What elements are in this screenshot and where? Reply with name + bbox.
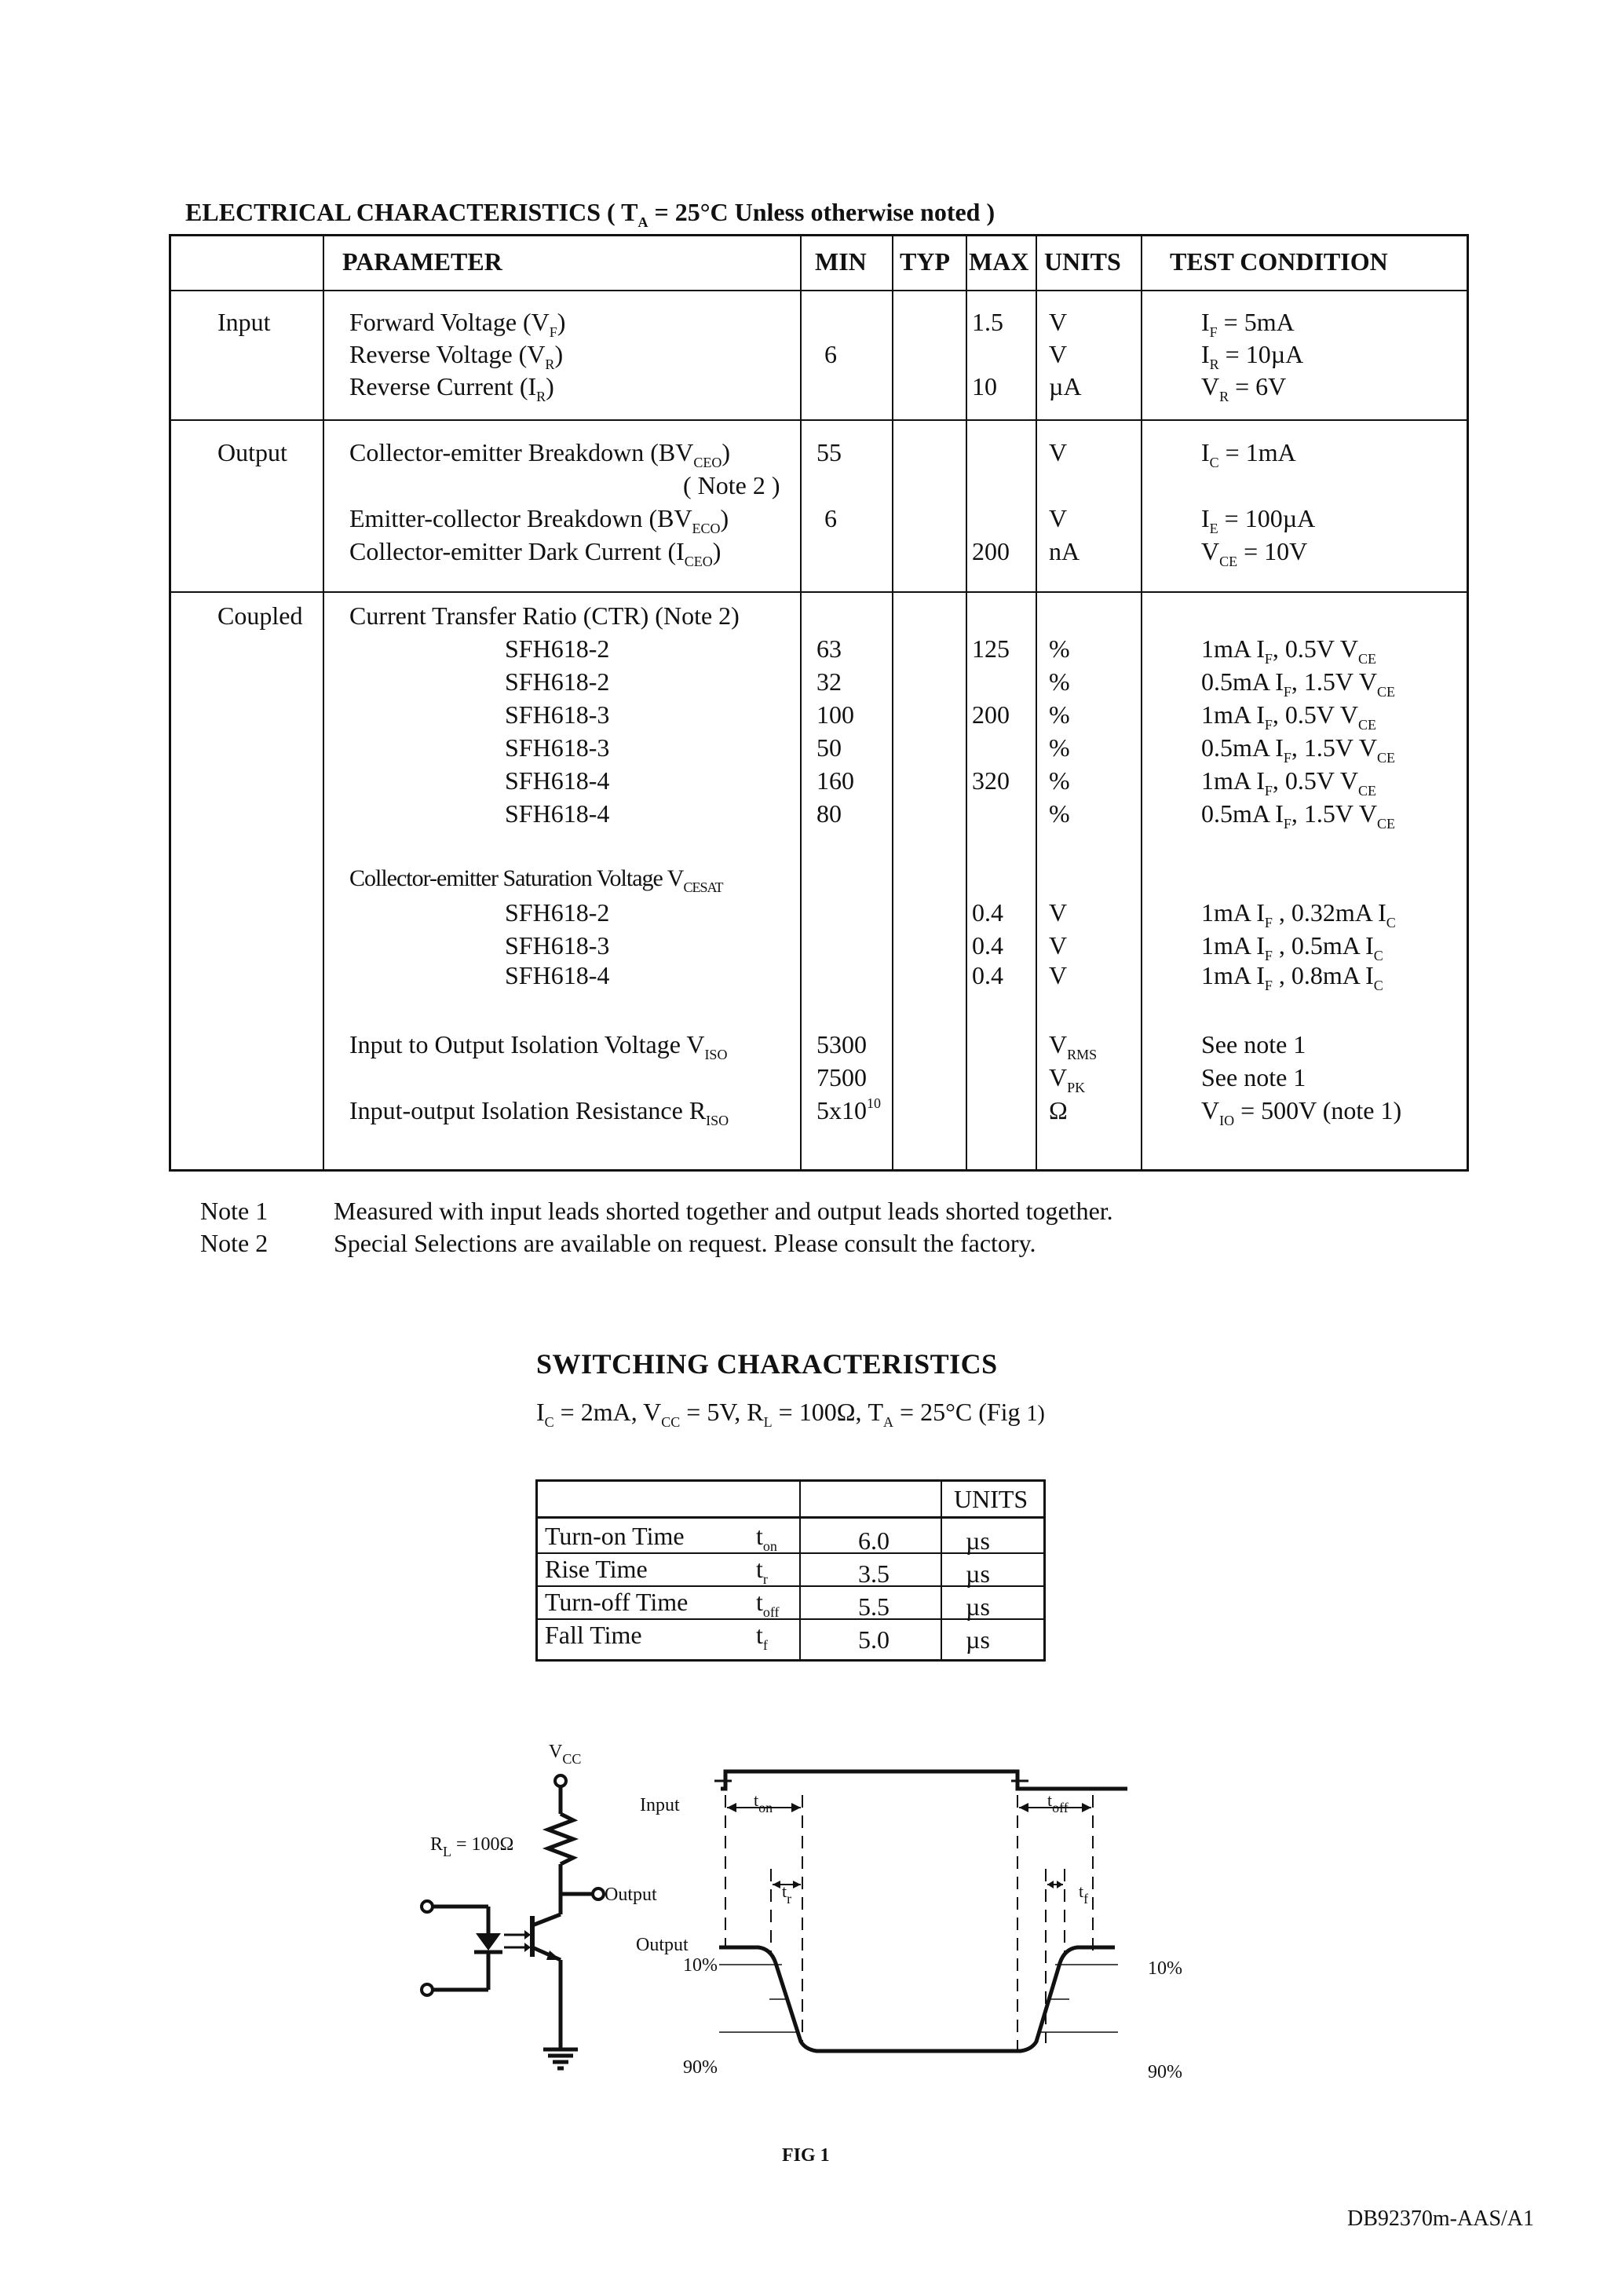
- rl-label: $R_L = 100\Omega$: [430, 1834, 514, 1859]
- test-condition: $V_{CE} = 10V$: [1201, 537, 1308, 569]
- part-number: SFH618-4: [505, 799, 610, 828]
- fig1-diagram: [408, 1720, 1209, 2159]
- header-test-condition: TEST CONDITION: [1170, 247, 1388, 276]
- units-value: V: [1049, 308, 1068, 336]
- units-value: %: [1049, 766, 1070, 795]
- min-value: 32: [816, 667, 842, 696]
- test-condition: 0.5mA $I_F$, 1.5V $V_{CE}$: [1201, 799, 1395, 832]
- switching-title: SWITCHING CHARACTERISTICS: [536, 1348, 998, 1380]
- column-divider: [799, 1482, 801, 1659]
- param-name: Reverse Current $(I_R)$: [349, 372, 554, 404]
- part-number: SFH618-2: [505, 667, 610, 696]
- note-text: Measured with input leads shorted together and output leads shorted together.: [334, 1197, 1113, 1225]
- test-condition: 1mA $I_F$, 0.5V $V_{CE}$: [1201, 766, 1376, 799]
- header-parameter: PARAMETER: [342, 247, 502, 276]
- switching-name: Turn-off Time: [545, 1588, 689, 1616]
- input-waveform-label: Input: [640, 1795, 680, 1815]
- max-value: 0.4: [972, 931, 1003, 960]
- units-value: µA: [1049, 372, 1082, 400]
- tf-label: $t_f$: [1079, 1881, 1089, 1907]
- part-number: SFH618-3: [505, 733, 610, 762]
- part-number: SFH618-3: [505, 700, 610, 729]
- min-value: 160: [816, 766, 854, 795]
- param-name: Forward Voltage $(V_F)$: [349, 308, 566, 340]
- note-label: Note 2: [200, 1229, 269, 1257]
- header-max: MAX: [969, 247, 1029, 276]
- column-divider: [800, 236, 802, 1169]
- ninety-percent-right: 90%: [1148, 2062, 1182, 2082]
- param-name: Collector-emitter Dark Current $(I_{CEO})$: [349, 537, 721, 569]
- group-output: Output: [217, 438, 287, 466]
- row-divider: [538, 1516, 1043, 1519]
- test-condition: See note 1: [1201, 1063, 1306, 1091]
- test-condition: 1mA $I_F$ , 0.8mA $I_C$: [1201, 961, 1383, 993]
- switching-value: 3.5: [858, 1559, 890, 1588]
- part-number: SFH618-2: [505, 898, 610, 927]
- min-value: 63: [816, 634, 842, 663]
- note-label: Note 1: [200, 1197, 269, 1225]
- switching-units: µs: [966, 1625, 990, 1654]
- isolation-voltage-min-pk: 7500: [816, 1063, 867, 1091]
- row-divider: [171, 419, 1467, 421]
- group-coupled: Coupled: [217, 601, 303, 630]
- row-divider: [171, 290, 1467, 291]
- input-waveform: [714, 1771, 1127, 1789]
- column-divider: [941, 1482, 942, 1659]
- switching-symbol: $t_{on}$: [756, 1522, 777, 1554]
- units-value: V: [1049, 340, 1068, 368]
- column-divider: [892, 236, 893, 1169]
- units-value: %: [1049, 700, 1070, 729]
- switching-units: µs: [966, 1559, 990, 1588]
- max-value: 320: [972, 766, 1010, 795]
- column-divider: [966, 236, 967, 1169]
- units-value: %: [1049, 667, 1070, 696]
- input-terminal-top: [422, 1901, 433, 1912]
- test-condition: See note 1: [1201, 1030, 1306, 1058]
- test-condition: $I_R = 10\mu A$: [1201, 340, 1304, 372]
- output-terminal-label: Output: [605, 1885, 657, 1905]
- min-value: 80: [816, 799, 842, 828]
- max-value: 1.5: [972, 308, 1003, 336]
- vcc-label: $V_{CC}$: [549, 1742, 582, 1767]
- isolation-voltage-min-rms: 5300: [816, 1030, 867, 1058]
- ten-percent-left: 10%: [683, 1955, 718, 1976]
- electrical-title: ELECTRICAL CHARACTERISTICS ( $T_A = 25^\circ C$ Unless otherwise noted ): [185, 198, 995, 230]
- tr-label: $t_r$: [782, 1881, 792, 1907]
- units-value: V: [1049, 961, 1068, 989]
- param-name: Collector-emitter Breakdown $(BV_{CEO})$: [349, 438, 730, 470]
- toff-label: $t_{off}$: [1047, 1790, 1069, 1815]
- load-resistor: [548, 1814, 573, 1864]
- min-value: 6: [824, 340, 837, 368]
- test-condition: 1mA $I_F$ , 0.32mA $I_C$: [1201, 898, 1396, 930]
- min-value: 50: [816, 733, 842, 762]
- header-typ: TYP: [900, 247, 950, 276]
- max-value: 0.4: [972, 898, 1003, 927]
- switching-conditions: $I_C = 2mA$, $V_{CC} = 5V$, $R_L = 100\Omega$, $T_A = 25^\circ C$ (Fig 1): [536, 1398, 1045, 1430]
- units-value: V: [1049, 898, 1068, 927]
- switching-symbol: $t_r$: [756, 1555, 768, 1587]
- units-value: V: [1049, 504, 1068, 532]
- param-name: Emitter-collector Breakdown $(BV_{ECO})$: [349, 504, 729, 536]
- units-header: UNITS: [954, 1485, 1028, 1513]
- test-condition: $V_{IO} = 500V$ (note 1): [1201, 1096, 1402, 1128]
- fig-caption: FIG 1: [782, 2145, 830, 2166]
- test-condition: 1mA $I_F$, 0.5V $V_{CE}$: [1201, 634, 1376, 667]
- test-condition: $I_C = 1mA$: [1201, 438, 1296, 470]
- min-value: 55: [816, 438, 842, 466]
- output-note: ( Note 2 ): [683, 471, 780, 499]
- part-number: SFH618-2: [505, 634, 610, 663]
- ninety-percent-left: 90%: [683, 2057, 718, 2078]
- switching-units: µs: [966, 1526, 990, 1555]
- units-vrms: $V_{RMS}$: [1049, 1030, 1098, 1062]
- part-number: SFH618-3: [505, 931, 610, 960]
- switching-value: 5.0: [858, 1625, 890, 1654]
- output-terminal: [593, 1888, 604, 1899]
- test-condition: $I_E = 100\mu A$: [1201, 504, 1316, 536]
- switching-name: Turn-on Time: [545, 1522, 685, 1550]
- timing-arrows: [727, 1803, 1091, 1888]
- header-units: UNITS: [1044, 247, 1121, 276]
- param-name: Reverse Voltage $(V_R)$: [349, 340, 564, 372]
- output-waveform-label: Output: [636, 1935, 689, 1955]
- min-value: 6: [824, 504, 837, 532]
- max-value: 10: [972, 372, 997, 400]
- header-min: MIN: [815, 247, 867, 276]
- led-diode: [476, 1933, 501, 1951]
- row-divider: [171, 591, 1467, 593]
- units-value: %: [1049, 799, 1070, 828]
- units-value: %: [1049, 634, 1070, 663]
- switching-value: 6.0: [858, 1526, 890, 1555]
- ton-label: $t_{on}$: [754, 1790, 773, 1815]
- max-value: 0.4: [972, 961, 1003, 989]
- switching-units: µs: [966, 1592, 990, 1621]
- units-value: nA: [1049, 537, 1080, 565]
- units-value: %: [1049, 733, 1070, 762]
- part-number: SFH618-4: [505, 961, 610, 989]
- input-terminal-bottom: [422, 1984, 433, 1995]
- units-ohm: Ω: [1049, 1096, 1068, 1124]
- column-divider: [323, 236, 324, 1169]
- timing-guides: [725, 1795, 1093, 2051]
- test-condition: 0.5mA $I_F$, 1.5V $V_{CE}$: [1201, 667, 1395, 700]
- isolation-resistance-label: Input-output Isolation Resistance $R_{ISO}$: [349, 1096, 729, 1128]
- switching-value: 5.5: [858, 1592, 890, 1621]
- test-condition: 0.5mA $I_F$, 1.5V $V_{CE}$: [1201, 733, 1395, 766]
- max-value: 200: [972, 700, 1010, 729]
- max-value: 125: [972, 634, 1010, 663]
- part-number: SFH618-4: [505, 766, 610, 795]
- group-input: Input: [217, 308, 271, 336]
- vcc-terminal: [555, 1775, 566, 1786]
- min-value: 100: [816, 700, 854, 729]
- ten-percent-right: 10%: [1148, 1958, 1182, 1979]
- ctr-label: Current Transfer Ratio (CTR) (Note 2): [349, 601, 740, 630]
- max-value: 200: [972, 537, 1010, 565]
- saturation-label: Collector-emitter Saturation Voltage $V_{CESAT}$: [349, 865, 723, 895]
- column-divider: [1036, 236, 1037, 1169]
- units-value: V: [1049, 931, 1068, 960]
- note-text: Special Selections are available on request. Please consult the factory.: [334, 1229, 1036, 1257]
- test-condition: $V_R = 6V$: [1201, 372, 1287, 404]
- test-condition: 1mA $I_F$, 0.5V $V_{CE}$: [1201, 700, 1376, 733]
- document-code: DB92370m-AAS/A1: [1347, 2206, 1535, 2231]
- isolation-resistance-min: $5x10^{10}$: [816, 1095, 881, 1124]
- switching-name: Rise Time: [545, 1555, 648, 1583]
- switching-symbol: $t_f$: [756, 1621, 768, 1653]
- column-divider: [1141, 236, 1142, 1169]
- circuit-schematic: [422, 1775, 604, 2068]
- test-condition: 1mA $I_F$ , 0.5mA $I_C$: [1201, 931, 1383, 963]
- isolation-voltage-label: Input to Output Isolation Voltage $V_{ISO}$: [349, 1030, 728, 1062]
- units-value: V: [1049, 438, 1068, 466]
- switching-name: Fall Time: [545, 1621, 642, 1649]
- units-vpk: $V_{PK}$: [1049, 1063, 1086, 1095]
- switching-symbol: $t_{off}$: [756, 1588, 780, 1620]
- test-condition: $I_F = 5mA$: [1201, 308, 1295, 340]
